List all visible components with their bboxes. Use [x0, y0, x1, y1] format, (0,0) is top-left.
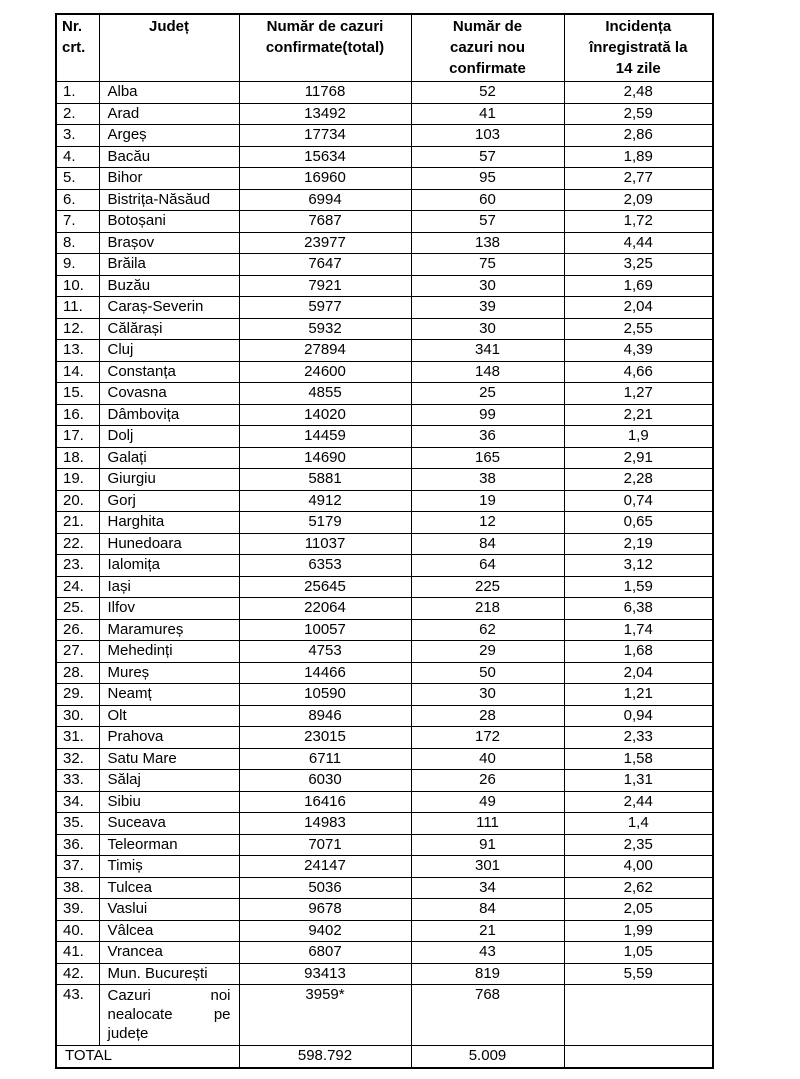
- new-cases-cell: 95: [411, 168, 564, 190]
- incidence-cell: 0,74: [564, 490, 713, 512]
- row-number-cell: 37.: [56, 856, 99, 878]
- incidence-cell: 2,86: [564, 125, 713, 147]
- new-cases-cell: 40: [411, 748, 564, 770]
- incidence-cell: [564, 985, 713, 1046]
- confirmed-total-cell: 13492: [239, 103, 411, 125]
- incidence-cell: 2,55: [564, 318, 713, 340]
- confirmed-total-cell: 5881: [239, 469, 411, 491]
- confirmed-total-cell: 17734: [239, 125, 411, 147]
- row-number-cell: 21.: [56, 512, 99, 534]
- county-cell: Sălaj: [99, 770, 239, 792]
- row-number-cell: 1.: [56, 82, 99, 104]
- confirmed-total-cell: 11768: [239, 82, 411, 104]
- row-number-cell: 39.: [56, 899, 99, 921]
- confirmed-total-cell: 23015: [239, 727, 411, 749]
- table-row: [56, 469, 713, 491]
- incidence-cell: 2,04: [564, 297, 713, 319]
- row-number-cell: 7.: [56, 211, 99, 233]
- new-cases-cell: 301: [411, 856, 564, 878]
- table-row: [56, 985, 713, 1046]
- county-cell: Iași: [99, 576, 239, 598]
- county-cell: Bacău: [99, 146, 239, 168]
- county-cell: Călărași: [99, 318, 239, 340]
- county-cell: Bistrița-Năsăud: [99, 189, 239, 211]
- col-header-nr-crt: Nr. crt.: [56, 14, 99, 82]
- incidence-cell: 4,44: [564, 232, 713, 254]
- incidence-cell: 4,66: [564, 361, 713, 383]
- new-cases-cell: 218: [411, 598, 564, 620]
- table-row: [56, 727, 713, 749]
- total-label: TOTAL: [56, 1046, 239, 1068]
- incidence-cell: 1,21: [564, 684, 713, 706]
- new-cases-cell: 30: [411, 684, 564, 706]
- row-number-cell: 18.: [56, 447, 99, 469]
- confirmed-total-cell: 6711: [239, 748, 411, 770]
- incidence-cell: 1,05: [564, 942, 713, 964]
- county-cell: Ialomița: [99, 555, 239, 577]
- table-row: [56, 168, 713, 190]
- confirmed-total-cell: 6807: [239, 942, 411, 964]
- county-cell: Gorj: [99, 490, 239, 512]
- incidence-cell: 1,31: [564, 770, 713, 792]
- new-cases-cell: 12: [411, 512, 564, 534]
- confirmed-total-cell: 6994: [239, 189, 411, 211]
- row-number-cell: 26.: [56, 619, 99, 641]
- incidence-cell: 2,04: [564, 662, 713, 684]
- row-number-cell: 30.: [56, 705, 99, 727]
- new-cases-cell: 172: [411, 727, 564, 749]
- table-row: [56, 404, 713, 426]
- new-cases-cell: 99: [411, 404, 564, 426]
- col-header-judet: Județ: [99, 14, 239, 82]
- header-row: [56, 14, 713, 82]
- county-cell: Prahova: [99, 727, 239, 749]
- incidence-cell: 1,9: [564, 426, 713, 448]
- col-header-cazuri-noi: Număr de cazuri nou confirmate: [411, 14, 564, 82]
- confirmed-total-cell: 5977: [239, 297, 411, 319]
- new-cases-cell: 49: [411, 791, 564, 813]
- table-row: [56, 705, 713, 727]
- new-cases-cell: 138: [411, 232, 564, 254]
- incidence-cell: 2,59: [564, 103, 713, 125]
- confirmed-total-cell: 6030: [239, 770, 411, 792]
- county-cell: Vaslui: [99, 899, 239, 921]
- row-number-cell: 32.: [56, 748, 99, 770]
- county-cell: Mehedinți: [99, 641, 239, 663]
- new-cases-cell: 75: [411, 254, 564, 276]
- incidence-cell: 0,65: [564, 512, 713, 534]
- row-number-cell: 23.: [56, 555, 99, 577]
- row-number-cell: 2.: [56, 103, 99, 125]
- new-cases-cell: 38: [411, 469, 564, 491]
- new-cases-cell: 768: [411, 985, 564, 1046]
- confirmed-total-cell: 16416: [239, 791, 411, 813]
- table-row: [56, 146, 713, 168]
- incidence-cell: 2,21: [564, 404, 713, 426]
- county-cell: Olt: [99, 705, 239, 727]
- county-cell: Hunedoara: [99, 533, 239, 555]
- table-row: [56, 318, 713, 340]
- row-number-cell: 17.: [56, 426, 99, 448]
- new-cases-cell: 28: [411, 705, 564, 727]
- county-cell: Buzău: [99, 275, 239, 297]
- county-cell: Dâmbovița: [99, 404, 239, 426]
- table-row: [56, 275, 713, 297]
- new-cases-cell: 111: [411, 813, 564, 835]
- row-number-cell: 43.: [56, 985, 99, 1046]
- confirmed-total-cell: 93413: [239, 963, 411, 985]
- table-row: [56, 899, 713, 921]
- table-row: [56, 942, 713, 964]
- table-row: [56, 512, 713, 534]
- county-cell: Suceava: [99, 813, 239, 835]
- confirmed-total-cell: 14466: [239, 662, 411, 684]
- new-cases-cell: 52: [411, 82, 564, 104]
- incidence-cell: 1,69: [564, 275, 713, 297]
- new-cases-cell: 39: [411, 297, 564, 319]
- incidence-cell: 2,44: [564, 791, 713, 813]
- table-row: [56, 361, 713, 383]
- county-cell: Argeș: [99, 125, 239, 147]
- table-row: [56, 383, 713, 405]
- row-number-cell: 8.: [56, 232, 99, 254]
- row-number-cell: 25.: [56, 598, 99, 620]
- row-number-cell: 33.: [56, 770, 99, 792]
- new-cases-cell: 60: [411, 189, 564, 211]
- confirmed-total-cell: 9402: [239, 920, 411, 942]
- table-row: [56, 297, 713, 319]
- incidence-cell: 3,25: [564, 254, 713, 276]
- county-cell: Maramureș: [99, 619, 239, 641]
- confirmed-total-cell: 5036: [239, 877, 411, 899]
- table-row: [56, 791, 713, 813]
- table-row: [56, 254, 713, 276]
- confirmed-total-cell: 25645: [239, 576, 411, 598]
- table-row: [56, 641, 713, 663]
- incidence-cell: 2,09: [564, 189, 713, 211]
- confirmed-total-cell: 14690: [239, 447, 411, 469]
- row-number-cell: 24.: [56, 576, 99, 598]
- confirmed-total-cell: 10057: [239, 619, 411, 641]
- confirmed-total-cell: 4753: [239, 641, 411, 663]
- confirmed-total-cell: 11037: [239, 533, 411, 555]
- new-cases-cell: 30: [411, 275, 564, 297]
- incidence-cell: 2,77: [564, 168, 713, 190]
- table-row: [56, 856, 713, 878]
- table-row: [56, 598, 713, 620]
- row-number-cell: 6.: [56, 189, 99, 211]
- incidence-cell: 1,4: [564, 813, 713, 835]
- confirmed-total-cell: 14459: [239, 426, 411, 448]
- new-cases-cell: 62: [411, 619, 564, 641]
- table-row: [56, 662, 713, 684]
- county-cell: Caraș-Severin: [99, 297, 239, 319]
- table-row: [56, 834, 713, 856]
- new-cases-cell: 341: [411, 340, 564, 362]
- new-cases-cell: 103: [411, 125, 564, 147]
- county-cell: Galați: [99, 447, 239, 469]
- new-cases-cell: 26: [411, 770, 564, 792]
- incidence-cell: 2,19: [564, 533, 713, 555]
- table-row: [56, 748, 713, 770]
- incidence-cell: 2,35: [564, 834, 713, 856]
- table-row: [56, 920, 713, 942]
- incidence-cell: 2,05: [564, 899, 713, 921]
- confirmed-total-cell: 10590: [239, 684, 411, 706]
- table-row: [56, 877, 713, 899]
- incidence-cell: 2,91: [564, 447, 713, 469]
- county-cell: Brăila: [99, 254, 239, 276]
- row-number-cell: 4.: [56, 146, 99, 168]
- county-cell: Alba: [99, 82, 239, 104]
- row-number-cell: 11.: [56, 297, 99, 319]
- row-number-cell: 10.: [56, 275, 99, 297]
- incidence-cell: 6,38: [564, 598, 713, 620]
- county-cell: Cluj: [99, 340, 239, 362]
- row-number-cell: 28.: [56, 662, 99, 684]
- row-number-cell: 16.: [56, 404, 99, 426]
- row-number-cell: 22.: [56, 533, 99, 555]
- table-row: [56, 533, 713, 555]
- incidence-cell: 4,00: [564, 856, 713, 878]
- row-number-cell: 41.: [56, 942, 99, 964]
- confirmed-total-cell: 3959*: [239, 985, 411, 1046]
- row-number-cell: 20.: [56, 490, 99, 512]
- covid-county-table: [55, 13, 714, 1069]
- table-row: [56, 211, 713, 233]
- county-cell: Harghita: [99, 512, 239, 534]
- col-header-cazuri-total: Număr de cazuri confirmate(total): [239, 14, 411, 82]
- incidence-cell: 2,48: [564, 82, 713, 104]
- total-new-cases-cell: 5.009: [411, 1046, 564, 1068]
- table-row: [56, 490, 713, 512]
- county-cell: Cazuri noi nealocate pe județe: [99, 985, 239, 1046]
- confirmed-total-cell: 22064: [239, 598, 411, 620]
- county-cell: Timiș: [99, 856, 239, 878]
- county-cell: Ilfov: [99, 598, 239, 620]
- new-cases-cell: 21: [411, 920, 564, 942]
- county-cell: Neamț: [99, 684, 239, 706]
- row-number-cell: 34.: [56, 791, 99, 813]
- table-row: [56, 103, 713, 125]
- row-number-cell: 13.: [56, 340, 99, 362]
- row-number-cell: 3.: [56, 125, 99, 147]
- new-cases-cell: 30: [411, 318, 564, 340]
- county-cell: Botoșani: [99, 211, 239, 233]
- confirmed-total-cell: 5179: [239, 512, 411, 534]
- new-cases-cell: 29: [411, 641, 564, 663]
- new-cases-cell: 225: [411, 576, 564, 598]
- incidence-cell: 3,12: [564, 555, 713, 577]
- table-row: [56, 340, 713, 362]
- table-row: [56, 576, 713, 598]
- incidence-cell: 1,58: [564, 748, 713, 770]
- incidence-cell: 1,59: [564, 576, 713, 598]
- row-number-cell: 40.: [56, 920, 99, 942]
- new-cases-cell: 165: [411, 447, 564, 469]
- row-number-cell: 12.: [56, 318, 99, 340]
- row-number-cell: 14.: [56, 361, 99, 383]
- county-cell: Sibiu: [99, 791, 239, 813]
- county-cell: Mureș: [99, 662, 239, 684]
- row-number-cell: 9.: [56, 254, 99, 276]
- row-number-cell: 29.: [56, 684, 99, 706]
- new-cases-cell: 84: [411, 899, 564, 921]
- confirmed-total-cell: 16960: [239, 168, 411, 190]
- new-cases-cell: 43: [411, 942, 564, 964]
- total-incidence-cell: [564, 1046, 713, 1068]
- confirmed-total-cell: 6353: [239, 555, 411, 577]
- confirmed-total-cell: 24147: [239, 856, 411, 878]
- table-row: [56, 684, 713, 706]
- confirmed-total-cell: 14020: [239, 404, 411, 426]
- incidence-cell: 5,59: [564, 963, 713, 985]
- new-cases-cell: 19: [411, 490, 564, 512]
- county-cell: Teleorman: [99, 834, 239, 856]
- table-row: [56, 555, 713, 577]
- col-header-incidenta-14zile: Incidența înregistrată la 14 zile: [564, 14, 713, 82]
- confirmed-total-cell: 23977: [239, 232, 411, 254]
- table-row: [56, 447, 713, 469]
- county-cell: Vrancea: [99, 942, 239, 964]
- new-cases-cell: 84: [411, 533, 564, 555]
- confirmed-total-cell: 14983: [239, 813, 411, 835]
- county-cell: Mun. București: [99, 963, 239, 985]
- table-row: [56, 426, 713, 448]
- table-row: [56, 189, 713, 211]
- row-number-cell: 42.: [56, 963, 99, 985]
- confirmed-total-cell: 8946: [239, 705, 411, 727]
- table-row: [56, 813, 713, 835]
- incidence-cell: 2,33: [564, 727, 713, 749]
- total-row: [56, 1046, 713, 1068]
- new-cases-cell: 148: [411, 361, 564, 383]
- row-number-cell: 36.: [56, 834, 99, 856]
- incidence-cell: 1,72: [564, 211, 713, 233]
- confirmed-total-cell: 7921: [239, 275, 411, 297]
- new-cases-cell: 819: [411, 963, 564, 985]
- county-cell: Constanța: [99, 361, 239, 383]
- table-row: [56, 232, 713, 254]
- row-number-cell: 31.: [56, 727, 99, 749]
- row-number-cell: 19.: [56, 469, 99, 491]
- table-row: [56, 125, 713, 147]
- confirmed-total-cell: 7687: [239, 211, 411, 233]
- incidence-cell: 1,68: [564, 641, 713, 663]
- confirmed-total-cell: 27894: [239, 340, 411, 362]
- confirmed-total-cell: 24600: [239, 361, 411, 383]
- new-cases-cell: 36: [411, 426, 564, 448]
- confirmed-total-cell: 4855: [239, 383, 411, 405]
- incidence-cell: 4,39: [564, 340, 713, 362]
- incidence-cell: 1,99: [564, 920, 713, 942]
- confirmed-total-cell: 9678: [239, 899, 411, 921]
- confirmed-total-cell: 4912: [239, 490, 411, 512]
- table-row: [56, 82, 713, 104]
- confirmed-total-cell: 15634: [239, 146, 411, 168]
- county-cell: Vâlcea: [99, 920, 239, 942]
- county-cell: Tulcea: [99, 877, 239, 899]
- incidence-cell: 1,27: [564, 383, 713, 405]
- table-row: [56, 619, 713, 641]
- row-number-cell: 5.: [56, 168, 99, 190]
- table-row: [56, 770, 713, 792]
- confirmed-total-cell: 5932: [239, 318, 411, 340]
- incidence-cell: 1,89: [564, 146, 713, 168]
- row-number-cell: 35.: [56, 813, 99, 835]
- new-cases-cell: 91: [411, 834, 564, 856]
- incidence-cell: 1,74: [564, 619, 713, 641]
- row-number-cell: 27.: [56, 641, 99, 663]
- total-confirmed-cell: 598.792: [239, 1046, 411, 1068]
- new-cases-cell: 50: [411, 662, 564, 684]
- new-cases-cell: 57: [411, 146, 564, 168]
- new-cases-cell: 41: [411, 103, 564, 125]
- county-cell: Bihor: [99, 168, 239, 190]
- incidence-cell: 0,94: [564, 705, 713, 727]
- county-cell: Brașov: [99, 232, 239, 254]
- row-number-cell: 38.: [56, 877, 99, 899]
- county-cell: Covasna: [99, 383, 239, 405]
- county-cell: Satu Mare: [99, 748, 239, 770]
- confirmed-total-cell: 7647: [239, 254, 411, 276]
- new-cases-cell: 57: [411, 211, 564, 233]
- county-cell: Arad: [99, 103, 239, 125]
- table-row: [56, 963, 713, 985]
- incidence-cell: 2,28: [564, 469, 713, 491]
- new-cases-cell: 64: [411, 555, 564, 577]
- new-cases-cell: 25: [411, 383, 564, 405]
- incidence-cell: 2,62: [564, 877, 713, 899]
- confirmed-total-cell: 7071: [239, 834, 411, 856]
- new-cases-cell: 34: [411, 877, 564, 899]
- county-cell: Giurgiu: [99, 469, 239, 491]
- row-number-cell: 15.: [56, 383, 99, 405]
- county-cell: Dolj: [99, 426, 239, 448]
